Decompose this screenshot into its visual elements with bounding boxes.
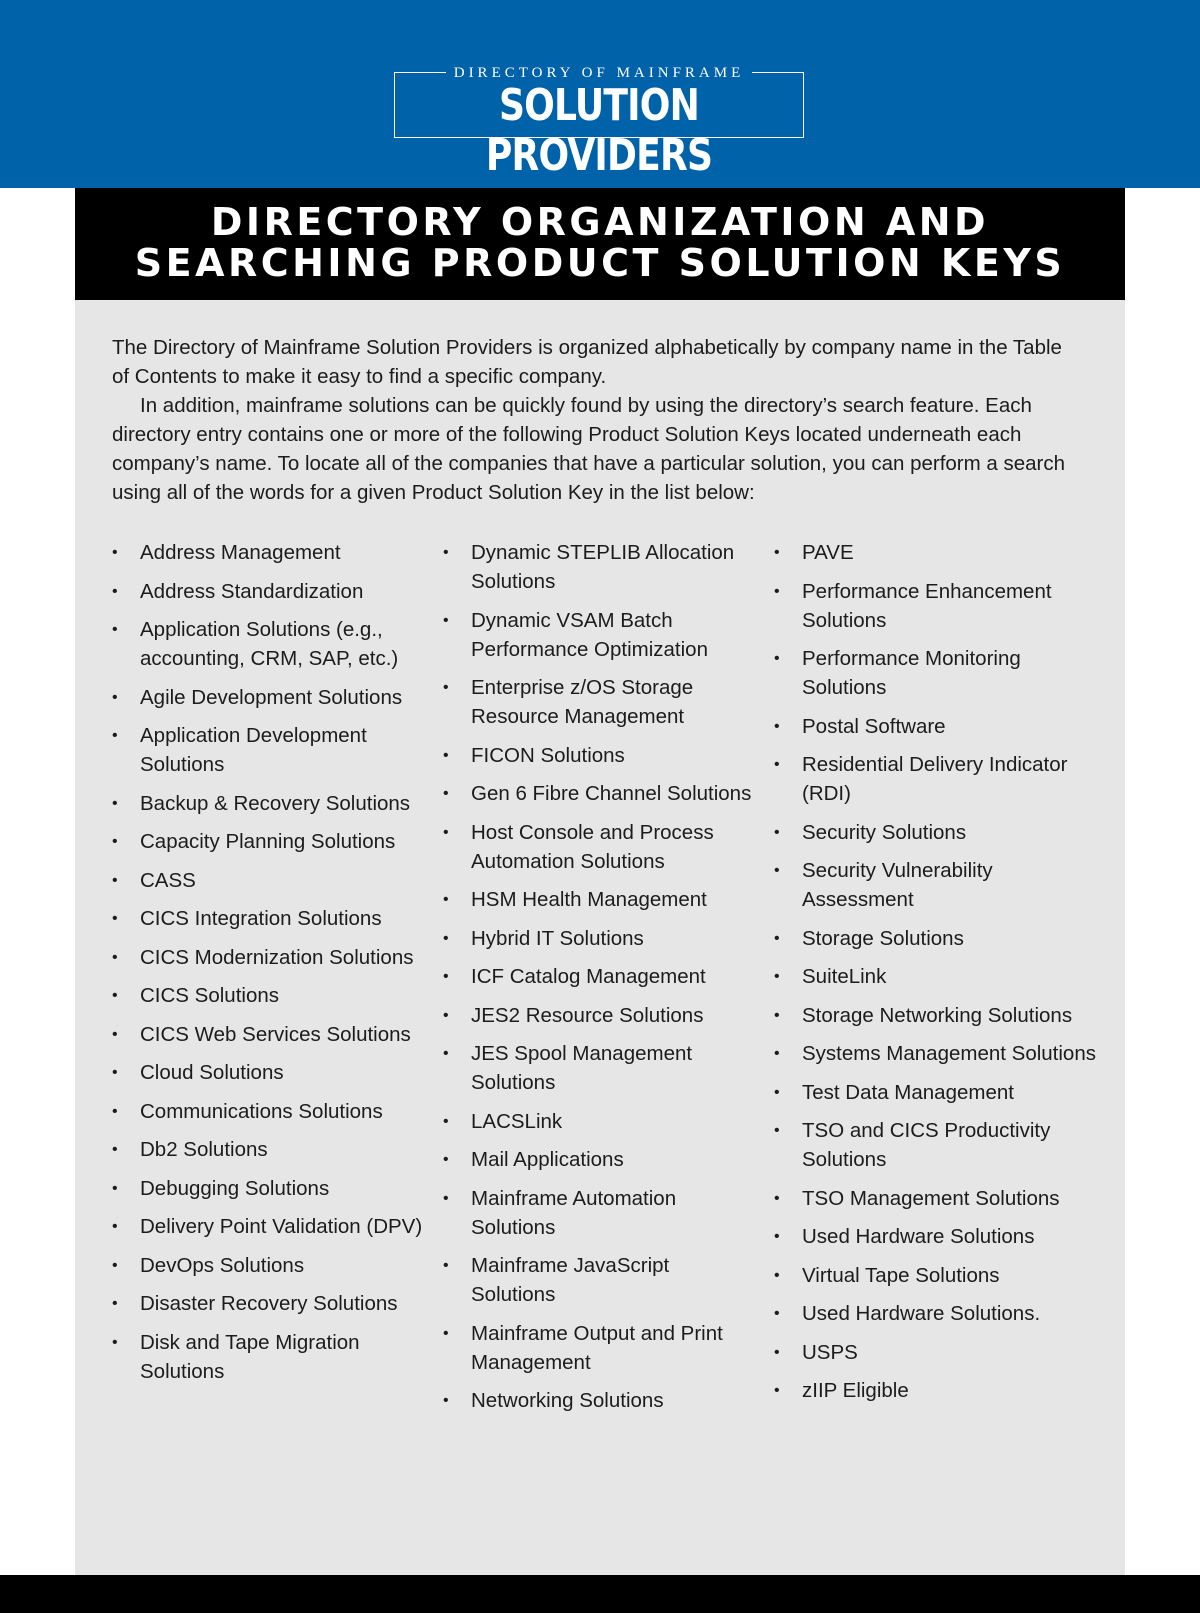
intro-paragraph-2: In addition, mainframe solutions can be quickly found by using the directory’s search feature. Each directory entry contains one or more of the following Product Solution Keys located underneath each company’s name. To locate all of the companies that have a particular solution, you can perform a search using all of the words for a given Product Solution Key in the list below: <box>112 394 1066 504</box>
solution-key-item: • Used Hardware Solutions. <box>774 1299 1104 1328</box>
solution-key-item: • Agile Development Solutions <box>112 683 432 712</box>
solution-key-item: • Storage Solutions <box>774 924 1104 953</box>
solution-key-item: • USPS <box>774 1338 1104 1367</box>
solution-key-item: • Host Console and Process Automation Solutions <box>443 818 753 876</box>
solution-key-item: • ICF Catalog Management <box>443 962 753 991</box>
solution-key-item: • Disaster Recovery Solutions <box>112 1289 432 1318</box>
solution-key-item: • Mainframe JavaScript Solutions <box>443 1251 753 1309</box>
solution-key-item: • LACSLink <box>443 1107 753 1136</box>
intro-text <box>112 333 1082 507</box>
solution-key-item: • Cloud Solutions <box>112 1058 432 1087</box>
solution-key-item: • TSO and CICS Productivity Solutions <box>774 1116 1104 1174</box>
solution-key-item: • Mail Applications <box>443 1145 753 1174</box>
solution-keys-column-2 <box>443 538 753 1425</box>
solution-key-item: • Address Management <box>112 538 432 567</box>
solution-key-item: • Db2 Solutions <box>112 1135 432 1164</box>
solution-keys-column-3 <box>774 538 1104 1415</box>
solution-key-item: • CICS Web Services Solutions <box>112 1020 432 1049</box>
solution-key-item: • Delivery Point Validation (DPV) <box>112 1212 432 1241</box>
solution-key-item: • Mainframe Automation Solutions <box>443 1184 753 1242</box>
solution-key-item: • Used Hardware Solutions <box>774 1222 1104 1251</box>
solution-key-item: • zIIP Eligible <box>774 1376 1104 1405</box>
solution-key-item: • Security Vulnerability Assessment <box>774 856 1104 914</box>
directory-logo <box>394 65 804 181</box>
solution-key-item: • JES Spool Management Solutions <box>443 1039 753 1097</box>
solution-key-item: • FICON Solutions <box>443 741 753 770</box>
logo-big-text: SOLUTION PROVIDERS <box>485 80 713 181</box>
solution-key-item: • Application Development Solutions <box>112 721 432 779</box>
solution-key-item: • Systems Management Solutions <box>774 1039 1104 1068</box>
solution-key-item: • Backup & Recovery Solutions <box>112 789 432 818</box>
solution-key-item: • Application Solutions (e.g., accounting, CRM, SAP, etc.) <box>112 615 432 673</box>
solution-key-item: • Disk and Tape Migration Solutions <box>112 1328 432 1386</box>
title-line-2: SEARCHING PRODUCT SOLUTION KEYS <box>134 241 1066 285</box>
solution-key-item: • DevOps Solutions <box>112 1251 432 1280</box>
solution-key-item: • Communications Solutions <box>112 1097 432 1126</box>
solution-keys-column-1 <box>112 538 432 1395</box>
solution-key-item: • CICS Integration Solutions <box>112 904 432 933</box>
solution-key-item: • Enterprise z/OS Storage Resource Management <box>443 673 753 731</box>
solution-key-item: • PAVE <box>774 538 1104 567</box>
solution-key-item: • CICS Modernization Solutions <box>112 943 432 972</box>
solution-key-item: • Mainframe Output and Print Management <box>443 1319 753 1377</box>
solution-key-item: • Storage Networking Solutions <box>774 1001 1104 1030</box>
solution-key-item: • TSO Management Solutions <box>774 1184 1104 1213</box>
solution-key-item: • Virtual Tape Solutions <box>774 1261 1104 1290</box>
solution-key-item: • Dynamic STEPLIB Allocation Solutions <box>443 538 753 596</box>
solution-key-item: • Address Standardization <box>112 577 432 606</box>
solution-key-item: • Postal Software <box>774 712 1104 741</box>
solution-key-item: • Debugging Solutions <box>112 1174 432 1203</box>
solution-key-item: • Performance Monitoring Solutions <box>774 644 1104 702</box>
solution-key-item: • JES2 Resource Solutions <box>443 1001 753 1030</box>
solution-key-item: • Capacity Planning Solutions <box>112 827 432 856</box>
title-line-1: DIRECTORY ORGANIZATION AND <box>210 200 990 244</box>
solution-key-item: • Hybrid IT Solutions <box>443 924 753 953</box>
page-title <box>75 188 1125 300</box>
solution-key-item: • Networking Solutions <box>443 1386 753 1415</box>
solution-key-item: • Residential Delivery Indicator (RDI) <box>774 750 1104 808</box>
solution-key-item: • Dynamic VSAM Batch Performance Optimization <box>443 606 753 664</box>
solution-key-item: • HSM Health Management <box>443 885 753 914</box>
footer-band <box>0 1575 1200 1613</box>
solution-key-item: • CICS Solutions <box>112 981 432 1010</box>
solution-key-item: • SuiteLink <box>774 962 1104 991</box>
intro-paragraph-1: The Directory of Mainframe Solution Providers is organized alphabetically by company name in the Table of Contents to make it easy to find a specific company. <box>112 336 1062 388</box>
solution-key-item: • Test Data Management <box>774 1078 1104 1107</box>
logo-small-text: DIRECTORY OF MAINFRAME <box>446 64 753 82</box>
solution-key-item: • Security Solutions <box>774 818 1104 847</box>
solution-key-item: • Performance Enhancement Solutions <box>774 577 1104 635</box>
solution-key-item: • CASS <box>112 866 432 895</box>
solution-key-item: • Gen 6 Fibre Channel Solutions <box>443 779 753 808</box>
header-band <box>0 0 1200 188</box>
